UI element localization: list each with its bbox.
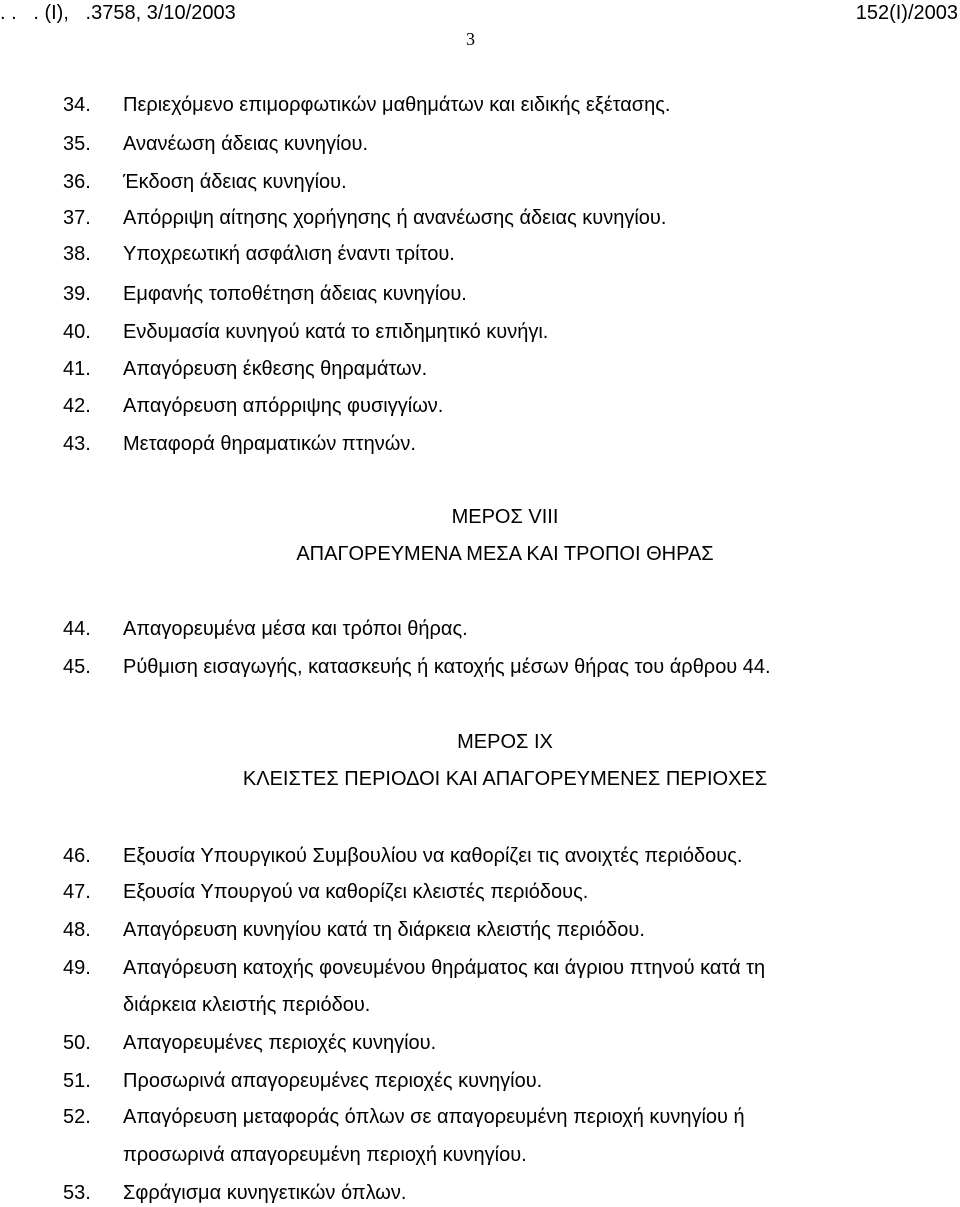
part-8-title: ΜΕΡΟΣ VIII xyxy=(451,506,559,528)
item-number: 41. xyxy=(63,358,91,380)
list-item-50 xyxy=(63,1031,436,1055)
item-text: Απαγόρευση μεταφοράς όπλων σε απαγορευμένη περιοχή κυνηγίου ή xyxy=(123,1106,745,1128)
list-item-36 xyxy=(63,170,347,194)
item-number: 49. xyxy=(63,957,91,979)
item-text: Εξουσία Υπουργικού Συμβουλίου να καθορίζει τις ανοιχτές περιόδους. xyxy=(123,845,743,867)
item-number: 50. xyxy=(63,1032,91,1054)
list-item-52 xyxy=(63,1105,745,1129)
item-text: Εμφανής τοποθέτηση άδειας κυνηγίου. xyxy=(123,283,467,305)
list-item-49 xyxy=(63,956,765,980)
item-text: Ρύθμιση εισαγωγής, κατασκευής ή κατοχής μέσων θήρας του άρθρου 44. xyxy=(123,656,771,678)
part-9-subtitle: ΚΛΕΙΣΤΕΣ ΠΕΡΙΟΔΟΙ ΚΑΙ ΑΠΑΓΟΡΕΥΜΕΝΕΣ ΠΕΡΙΟΧΕΣ xyxy=(242,768,768,790)
list-item-49-continuation: διάρκεια κλειστής περιόδου. xyxy=(123,994,371,1016)
item-text: Περιεχόμενο επιμορφωτικών μαθημάτων και ειδικής εξέτασης. xyxy=(123,94,671,116)
list-item-40 xyxy=(63,320,548,344)
list-item-34 xyxy=(63,93,670,117)
list-item-45 xyxy=(63,655,771,679)
item-number: 42. xyxy=(63,395,91,417)
item-text: Ενδυμασία κυνηγού κατά το επιδημητικό κυνήγι. xyxy=(123,321,549,343)
item-number: 43. xyxy=(63,433,91,455)
item-text: Απαγόρευση απόρριψης φυσιγγίων. xyxy=(123,395,444,417)
list-item-41 xyxy=(63,357,427,381)
page-number: 3 xyxy=(466,29,475,49)
item-number: 35. xyxy=(63,133,91,155)
item-text: Σφράγισμα κυνηγετικών όπλων. xyxy=(123,1182,407,1204)
list-item-47 xyxy=(63,880,588,904)
list-item-38 xyxy=(63,242,455,266)
list-item-52-continuation: προσωρινά απαγορευμένη περιοχή κυνηγίου. xyxy=(123,1144,527,1166)
header-left: . . . (I), .3758, 3/10/2003 xyxy=(0,2,236,24)
item-number: 48. xyxy=(63,919,91,941)
item-number: 46. xyxy=(63,845,91,867)
item-text: Υποχρεωτική ασφάλιση έναντι τρίτου. xyxy=(123,243,455,265)
list-item-51 xyxy=(63,1069,542,1093)
item-text: Απαγόρευση έκθεσης θηραμάτων. xyxy=(123,358,428,380)
item-number: 44. xyxy=(63,618,91,640)
item-text: Εξουσία Υπουργού να καθορίζει κλειστές περιόδους. xyxy=(123,881,589,903)
item-text: Ανανέωση άδειας κυνηγίου. xyxy=(123,133,369,155)
part-9-title: ΜΕΡΟΣ IX xyxy=(457,731,553,753)
header-right: 152(I)/2003 xyxy=(855,2,958,24)
list-item-53 xyxy=(63,1181,406,1205)
item-text: Απαγόρευση κυνηγίου κατά τη διάρκεια κλειστής περιόδου. xyxy=(123,919,645,941)
item-number: 36. xyxy=(63,171,91,193)
item-number: 53. xyxy=(63,1182,91,1204)
item-number: 45. xyxy=(63,656,91,678)
item-text: Απόρριψη αίτησης χορήγησης ή ανανέωσης άδειας κυνηγίου. xyxy=(123,207,667,229)
item-text: Μεταφορά θηραματικών πτηνών. xyxy=(123,433,416,455)
item-number: 51. xyxy=(63,1070,91,1092)
item-text: Προσωρινά απαγορευμένες περιοχές κυνηγίου. xyxy=(123,1070,543,1092)
list-item-35 xyxy=(63,132,368,156)
part-8-subtitle: ΑΠΑΓΟΡΕΥΜΕΝΑ ΜΕΣΑ ΚΑΙ ΤΡΟΠΟΙ ΘΗΡΑΣ xyxy=(296,543,714,565)
item-number: 40. xyxy=(63,321,91,343)
list-item-37 xyxy=(63,206,666,230)
item-number: 38. xyxy=(63,243,91,265)
list-item-48 xyxy=(63,918,645,942)
item-number: 34. xyxy=(63,94,91,116)
item-number: 37. xyxy=(63,207,91,229)
list-item-39 xyxy=(63,282,467,306)
item-text: Απαγόρευση κατοχής φονευμένου θηράματος και άγριου πτηνού κατά τη xyxy=(123,957,766,979)
item-text: Απαγορευμένες περιοχές κυνηγίου. xyxy=(123,1032,437,1054)
list-item-44 xyxy=(63,617,468,641)
list-item-46 xyxy=(63,844,742,868)
item-text: Έκδοση άδειας κυνηγίου. xyxy=(123,171,347,193)
list-item-43 xyxy=(63,432,416,456)
item-number: 39. xyxy=(63,283,91,305)
item-number: 47. xyxy=(63,881,91,903)
list-item-42 xyxy=(63,394,443,418)
item-text: Απαγορευμένα μέσα και τρόποι θήρας. xyxy=(123,618,468,640)
item-number: 52. xyxy=(63,1106,91,1128)
